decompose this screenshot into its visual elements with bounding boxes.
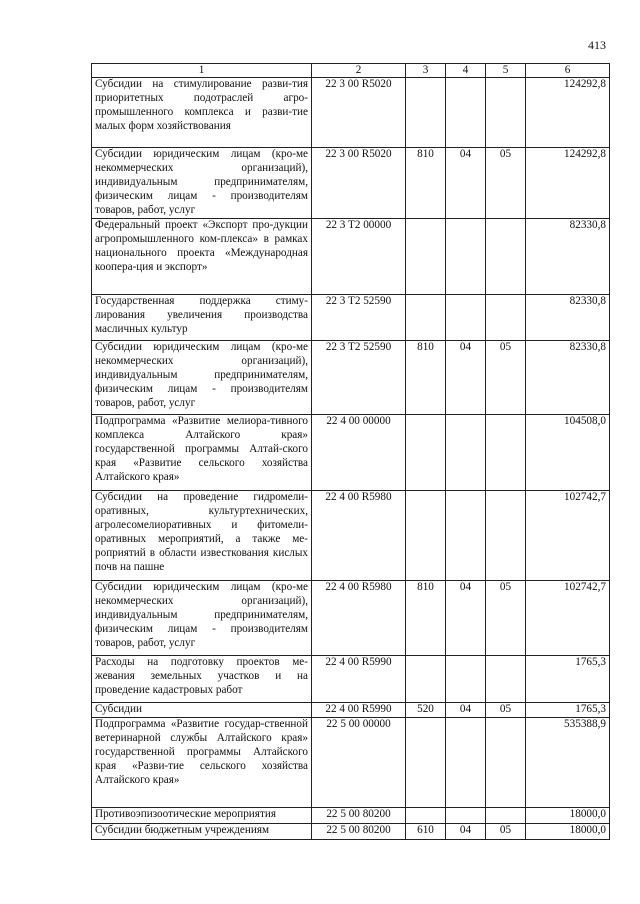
table-header-row <box>92 64 610 78</box>
row-col4 <box>446 718 486 808</box>
row-amount: 535388,9 <box>526 718 610 808</box>
table-row <box>92 415 610 491</box>
row-col5 <box>486 219 526 295</box>
row-amount: 82330,8 <box>526 219 610 295</box>
row-code: 22 4 00 R5980 <box>312 581 406 656</box>
row-col3 <box>406 718 446 808</box>
row-col5 <box>486 808 526 824</box>
row-amount: 104508,0 <box>526 415 610 491</box>
table-row <box>92 295 610 341</box>
column-header: 2 <box>312 64 406 78</box>
row-code: 22 4 00 00000 <box>312 415 406 491</box>
row-name: Противоэпизоотические мероприятия <box>92 808 312 824</box>
budget-table <box>91 63 610 840</box>
row-col5 <box>486 718 526 808</box>
row-col5 <box>486 656 526 703</box>
row-code: 22 3 T2 00000 <box>312 219 406 295</box>
row-col4: 04 <box>446 341 486 415</box>
row-col5 <box>486 415 526 491</box>
row-col4: 04 <box>446 824 486 840</box>
table-row <box>92 808 610 824</box>
row-name: Субсидии <box>92 703 312 718</box>
row-amount: 82330,8 <box>526 341 610 415</box>
table-row <box>92 341 610 415</box>
row-col4 <box>446 78 486 148</box>
row-amount: 1765,3 <box>526 656 610 703</box>
row-name: Государственная поддержка стиму-лирования увеличения производства масличных культур <box>92 295 312 341</box>
row-col5: 05 <box>486 703 526 718</box>
row-code: 22 3 00 R5020 <box>312 78 406 148</box>
column-header: 3 <box>406 64 446 78</box>
row-code: 22 5 00 80200 <box>312 808 406 824</box>
row-col3: 520 <box>406 703 446 718</box>
row-col3 <box>406 656 446 703</box>
row-col5 <box>486 491 526 581</box>
row-name: Расходы на подготовку проектов ме-жевания земельных участков и на проведение кадастровых работ <box>92 656 312 703</box>
table-row <box>92 824 610 840</box>
row-code: 22 4 00 R5990 <box>312 703 406 718</box>
row-col4 <box>446 808 486 824</box>
table-row <box>92 718 610 808</box>
row-name: Субсидии на проведение гидромели-оративных, культуртехнических, агролесомелиоративных и фитомели-оративных мероприятий, а также ме-роприятий в области известкования кислых почв на пашне <box>92 491 312 581</box>
row-col3: 810 <box>406 581 446 656</box>
row-col4 <box>446 491 486 581</box>
row-amount: 1765,3 <box>526 703 610 718</box>
row-amount: 102742,7 <box>526 491 610 581</box>
row-code: 22 3 00 R5020 <box>312 148 406 219</box>
table-row <box>92 219 610 295</box>
row-col4 <box>446 219 486 295</box>
row-col3 <box>406 295 446 341</box>
row-col3 <box>406 491 446 581</box>
table-row <box>92 148 610 219</box>
row-col3 <box>406 219 446 295</box>
row-col4 <box>446 656 486 703</box>
row-col4 <box>446 295 486 341</box>
row-col5 <box>486 295 526 341</box>
row-name: Субсидии бюджетным учреждениям <box>92 824 312 840</box>
row-amount: 124292,8 <box>526 78 610 148</box>
row-name: Субсидии юридическим лицам (кро-ме некоммерческих организаций), индивидуальным предпринимателям, физическим лицам - производителям товаров, работ, услуг <box>92 341 312 415</box>
row-col3: 810 <box>406 341 446 415</box>
column-header: 1 <box>92 64 312 78</box>
row-col5: 05 <box>486 148 526 219</box>
row-name: Подпрограмма «Развитие государ-ственной ветеринарной службы Алтайского края» государственной программы Алтайского края «Разви-тие сельского хозяйства Алтайского края» <box>92 718 312 808</box>
row-col4: 04 <box>446 703 486 718</box>
row-col5: 05 <box>486 581 526 656</box>
row-col3 <box>406 415 446 491</box>
row-name: Субсидии юридическим лицам (кро-ме некоммерческих организаций), индивидуальным предпринимателям, физическим лицам - производителям товаров, работ, услуг <box>92 148 312 219</box>
page-number: 413 <box>588 38 606 52</box>
row-code: 22 5 00 00000 <box>312 718 406 808</box>
column-header: 6 <box>526 64 610 78</box>
row-amount: 124292,8 <box>526 148 610 219</box>
row-code: 22 4 00 R5980 <box>312 491 406 581</box>
row-col4: 04 <box>446 581 486 656</box>
row-amount: 18000,0 <box>526 824 610 840</box>
row-col3 <box>406 78 446 148</box>
row-name: Подпрограмма «Развитие мелиора-тивного комплекса Алтайского края» государственной программы Алтай-ского края «Развитие сельского хозяйства Алтайского края» <box>92 415 312 491</box>
table-row <box>92 656 610 703</box>
row-code: 22 4 00 R5990 <box>312 656 406 703</box>
row-code: 22 3 T2 52590 <box>312 295 406 341</box>
row-name: Субсидии юридическим лицам (кро-ме некоммерческих организаций), индивидуальным предпринимателям, физическим лицам - производителям товаров, работ, услуг <box>92 581 312 656</box>
row-col5: 05 <box>486 824 526 840</box>
row-code: 22 3 T2 52590 <box>312 341 406 415</box>
row-code: 22 5 00 80200 <box>312 824 406 840</box>
row-col3: 810 <box>406 148 446 219</box>
row-col5 <box>486 78 526 148</box>
row-col3 <box>406 808 446 824</box>
table-row <box>92 78 610 148</box>
row-name: Федеральный проект «Экспорт про-дукции агропромышленного ком-плекса» в рамках национального проекта «Международная коопера-ция и экспорт» <box>92 219 312 295</box>
column-header: 4 <box>446 64 486 78</box>
row-amount: 102742,7 <box>526 581 610 656</box>
table-row <box>92 703 610 718</box>
column-header: 5 <box>486 64 526 78</box>
row-amount: 18000,0 <box>526 808 610 824</box>
table-row <box>92 581 610 656</box>
row-amount: 82330,8 <box>526 295 610 341</box>
table-row <box>92 491 610 581</box>
row-name: Субсидии на стимулирование разви-тия приоритетных подотраслей агро-промышленного комплекса и разви-тие малых форм хозяйствования <box>92 78 312 148</box>
row-col3: 610 <box>406 824 446 840</box>
row-col5: 05 <box>486 341 526 415</box>
row-col4 <box>446 415 486 491</box>
row-col4: 04 <box>446 148 486 219</box>
